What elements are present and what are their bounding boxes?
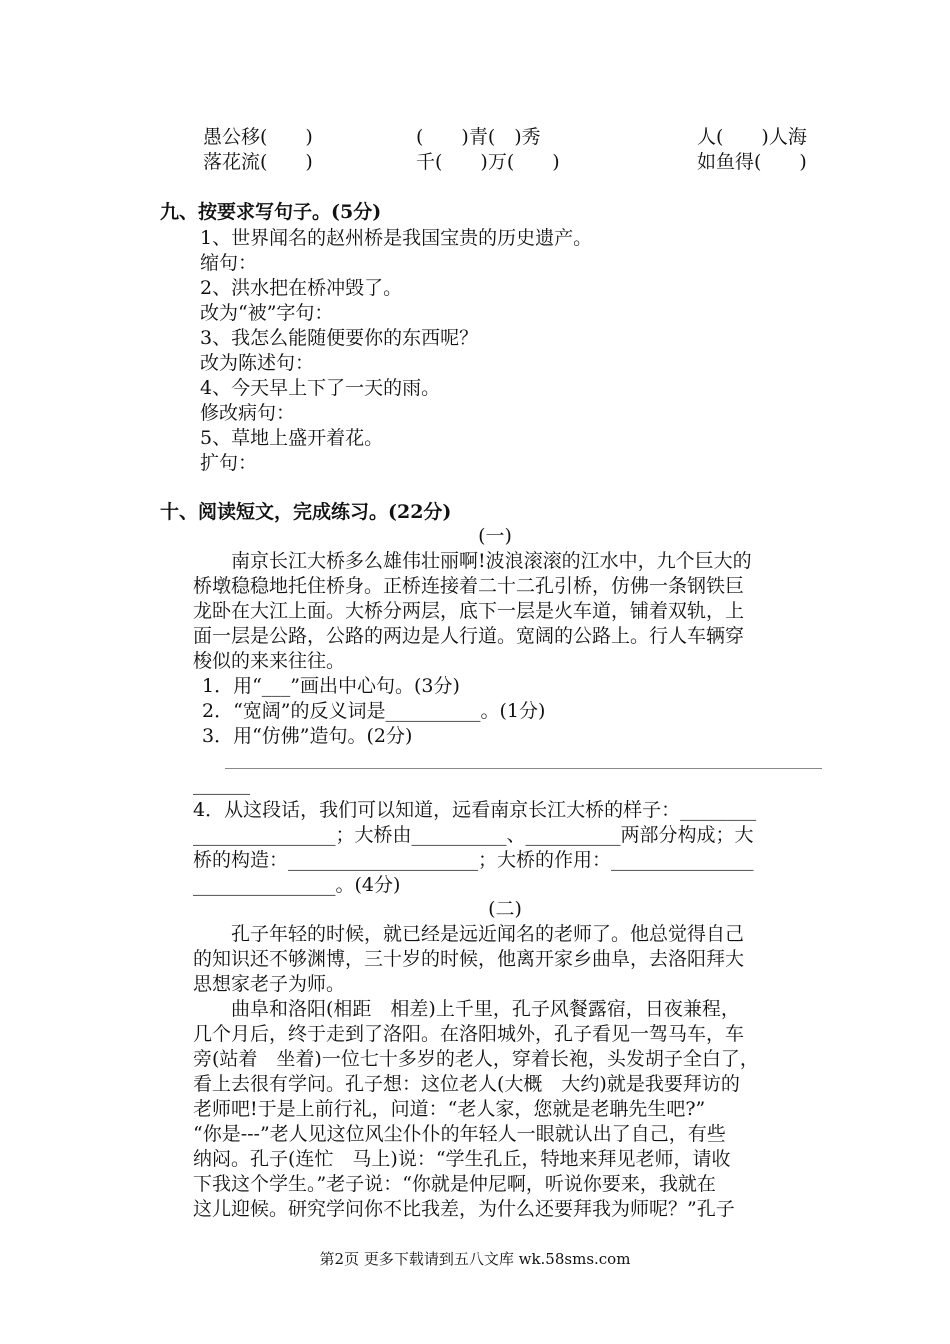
p1-para-line-3: 龙卧在大江上面。大桥分两层，底下一层是火车道，铺着双轨，上 xyxy=(193,600,745,622)
p1-para-line-5: 梭似的来来往往。 xyxy=(193,650,346,672)
question-4-line-2: _______________；大桥由__________、__________两部分构成；大 xyxy=(193,824,754,846)
s9-line-8: 修改病句： xyxy=(200,402,296,424)
p2-line-11: 下我这个学生。”老子说：“你就是仲尼啊，听说你要来，我就在 xyxy=(193,1173,716,1195)
section-10-heading: 十、阅读短文，完成练习。(22分) xyxy=(160,501,452,523)
p2-line-5: 几个月后，终于走到了洛阳。在洛阳城外，孔子看见一驾马车，车 xyxy=(193,1023,745,1045)
p2-line-7: 看上去很有学问。孔子想：这位老人(大概 大约)就是我要拜访的 xyxy=(193,1073,740,1095)
question-4-line-3: 桥的构造：____________________；大桥的作用：_______________ xyxy=(193,849,754,871)
s9-line-10: 扩句： xyxy=(200,452,258,474)
part-2-label: (二) xyxy=(488,898,522,920)
answer-line xyxy=(225,768,822,769)
page-footer: 第2页 更多下载请到五八文库 wk.58sms.com xyxy=(319,1250,631,1268)
p2-line-6: 旁(站着 坐着)一位七十多岁的老人，穿着长袍，头发胡子全白了， xyxy=(193,1048,759,1070)
p2-line-10: 纳闷。孔子(连忙 马上)说：“学生孔丘，特地来拜见老师，请收 xyxy=(193,1148,731,1170)
idiom-2-3: 如鱼得( ) xyxy=(697,151,807,173)
p1-para-line-2: 桥墩稳稳地托住桥身。正桥连接着二十二孔引桥，仿佛一条钢铁巨 xyxy=(193,575,745,597)
p1-para-line-1: 南京长江大桥多么雄伟壮丽啊!波浪滚滚的江水中，九个巨大的 xyxy=(193,550,752,572)
p2-line-2: 的知识还不够渊博，三十岁的时候，他离开家乡曲阜，去洛阳拜大 xyxy=(193,948,745,970)
p2-line-4: 曲阜和洛阳(相距 相差)上千里，孔子风餐露宿，日夜兼程， xyxy=(193,998,740,1020)
idiom-1-1: 愚公移( ) xyxy=(203,126,313,148)
s9-line-1: 1、世界闻名的赵州桥是我国宝贵的历史遗产。 xyxy=(200,227,593,249)
question-4-line-1: 4．从这段话，我们可以知道，远看南京长江大桥的样子：________ xyxy=(193,799,757,821)
idiom-1-2: ( )青( )秀 xyxy=(416,126,541,148)
question-2: 2．“宽阔”的反义词是__________。(1分) xyxy=(202,700,546,722)
p2-line-3: 思想家老子为师。 xyxy=(193,973,346,995)
idiom-1-3: 人( )人海 xyxy=(697,126,807,148)
question-1: 1．用“___”画出中心句。(3分) xyxy=(202,675,460,697)
p2-line-9: “你是---”老人见这位风尘仆仆的年轻人一眼就认出了自己，有些 xyxy=(193,1123,726,1145)
p2-line-12: 这儿迎候。研究学问你不比我差，为什么还要拜我为师呢？”孔子 xyxy=(193,1198,735,1220)
s9-line-6: 改为陈述句： xyxy=(200,352,315,374)
idiom-2-1: 落花流( ) xyxy=(203,151,313,173)
s9-line-4: 改为“被”字句： xyxy=(200,302,334,324)
question-4-line-4: _______________。(4分) xyxy=(193,874,401,896)
s9-line-7: 4、今天早上下了一天的雨。 xyxy=(200,377,441,399)
part-1-label: (一) xyxy=(478,525,512,547)
answer-line-tail: ______ xyxy=(193,773,250,795)
p1-para-line-4: 面一层是公路，公路的两边是人行道。宽阔的公路上。行人车辆穿 xyxy=(193,625,745,647)
s9-line-9: 5、草地上盛开着花。 xyxy=(200,427,384,449)
s9-line-5: 3、我怎么能随便要你的东西呢？ xyxy=(200,327,479,349)
idiom-2-2: 千( )万( ) xyxy=(416,151,560,173)
p2-line-1: 孔子年轻的时候，就已经是远近闻名的老师了。他总觉得自己 xyxy=(193,923,745,945)
s9-line-3: 2、洪水把在桥冲毁了。 xyxy=(200,277,403,299)
p2-line-8: 老师吧!于是上前行礼，问道：“老人家，您就是老聃先生吧?” xyxy=(193,1098,706,1120)
s9-line-2: 缩句： xyxy=(200,252,258,274)
question-3: 3．用“仿佛”造句。(2分) xyxy=(202,725,413,747)
section-9-heading: 九、按要求写句子。(5分) xyxy=(160,201,382,223)
